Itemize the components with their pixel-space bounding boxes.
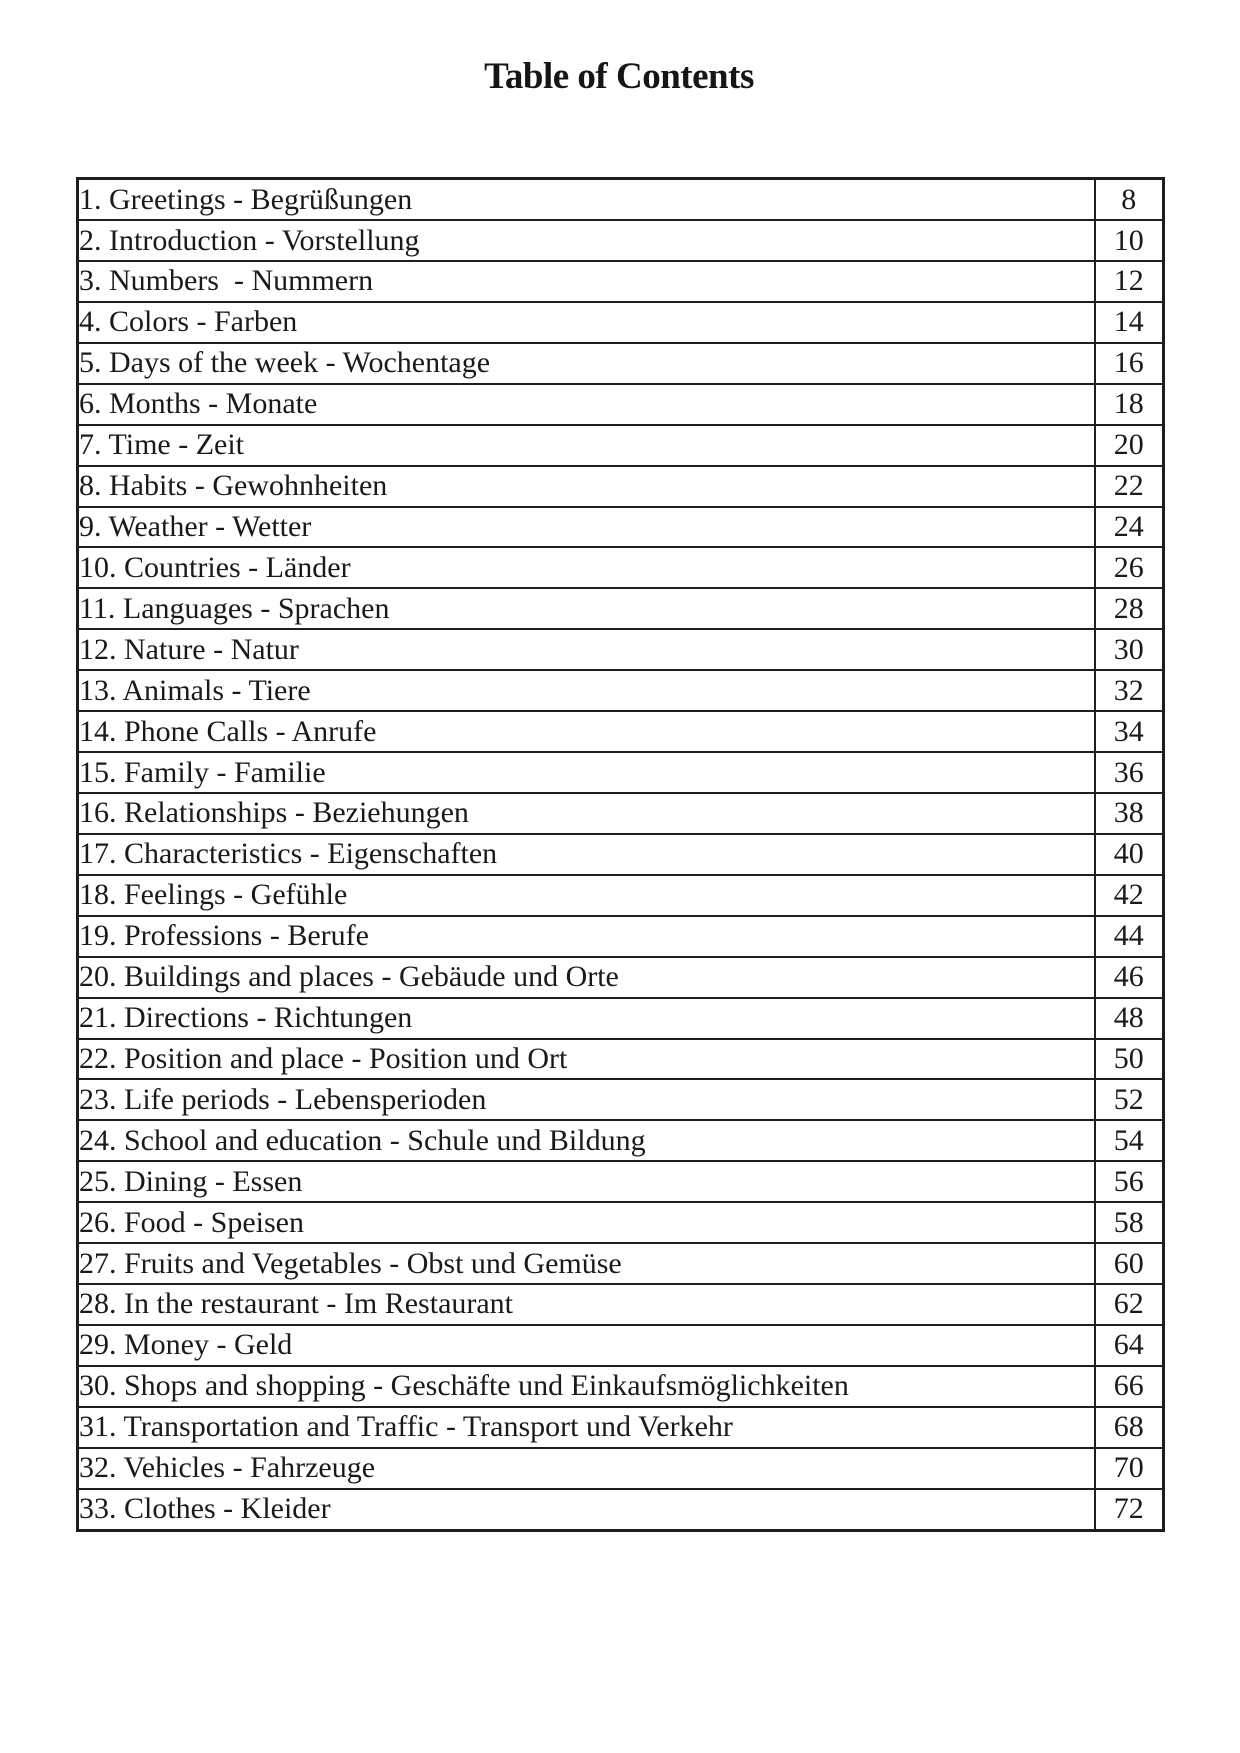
toc-entry-label: 20. Buildings and places - Gebäude und Orte	[78, 957, 1095, 998]
table-row	[78, 425, 1164, 466]
toc-entry-label: 11. Languages - Sprachen	[78, 588, 1095, 629]
table-row	[78, 507, 1164, 548]
toc-table	[76, 177, 1165, 1532]
toc-entry-page: 72	[1095, 1489, 1164, 1531]
table-row	[78, 629, 1164, 670]
toc-entry-page: 18	[1095, 384, 1164, 425]
toc-entry-page: 58	[1095, 1202, 1164, 1243]
toc-entry-label: 27. Fruits and Vegetables - Obst und Gemüse	[78, 1243, 1095, 1284]
table-row	[78, 1325, 1164, 1366]
table-row	[78, 179, 1164, 221]
toc-entry-label: 26. Food - Speisen	[78, 1202, 1095, 1243]
table-row	[78, 1284, 1164, 1325]
toc-entry-label: 8. Habits - Gewohnheiten	[78, 466, 1095, 507]
table-row	[78, 711, 1164, 752]
table-row	[78, 1079, 1164, 1120]
toc-entry-page: 20	[1095, 425, 1164, 466]
toc-entry-label: 14. Phone Calls - Anrufe	[78, 711, 1095, 752]
toc-entry-label: 10. Countries - Länder	[78, 547, 1095, 588]
toc-table-body	[78, 179, 1164, 1531]
table-row	[78, 1407, 1164, 1448]
toc-entry-label: 6. Months - Monate	[78, 384, 1095, 425]
table-row	[78, 220, 1164, 261]
table-row	[78, 547, 1164, 588]
toc-entry-page: 28	[1095, 588, 1164, 629]
table-row	[78, 957, 1164, 998]
toc-entry-page: 70	[1095, 1448, 1164, 1489]
toc-entry-page: 40	[1095, 834, 1164, 875]
toc-entry-label: 24. School and education - Schule und Bildung	[78, 1120, 1095, 1161]
toc-entry-label: 28. In the restaurant - Im Restaurant	[78, 1284, 1095, 1325]
toc-entry-page: 8	[1095, 179, 1164, 221]
table-row	[78, 834, 1164, 875]
toc-entry-page: 44	[1095, 916, 1164, 957]
toc-entry-page: 14	[1095, 302, 1164, 343]
toc-entry-label: 7. Time - Zeit	[78, 425, 1095, 466]
toc-entry-label: 31. Transportation and Traffic - Transport und Verkehr	[78, 1407, 1095, 1448]
toc-entry-page: 12	[1095, 261, 1164, 302]
toc-entry-page: 30	[1095, 629, 1164, 670]
toc-entry-label: 32. Vehicles - Fahrzeuge	[78, 1448, 1095, 1489]
toc-entry-page: 68	[1095, 1407, 1164, 1448]
table-row	[78, 302, 1164, 343]
toc-entry-page: 66	[1095, 1366, 1164, 1407]
table-row	[78, 1489, 1164, 1531]
table-row	[78, 261, 1164, 302]
toc-entry-label: 33. Clothes - Kleider	[78, 1489, 1095, 1531]
table-row	[78, 1243, 1164, 1284]
toc-entry-page: 62	[1095, 1284, 1164, 1325]
toc-entry-label: 17. Characteristics - Eigenschaften	[78, 834, 1095, 875]
toc-entry-page: 34	[1095, 711, 1164, 752]
table-row	[78, 1161, 1164, 1202]
table-row	[78, 466, 1164, 507]
toc-entry-label: 4. Colors - Farben	[78, 302, 1095, 343]
toc-entry-page: 32	[1095, 670, 1164, 711]
toc-entry-page: 22	[1095, 466, 1164, 507]
toc-entry-page: 64	[1095, 1325, 1164, 1366]
table-row	[78, 1448, 1164, 1489]
toc-entry-label: 16. Relationships - Beziehungen	[78, 793, 1095, 834]
toc-entry-page: 52	[1095, 1079, 1164, 1120]
table-row	[78, 1202, 1164, 1243]
toc-entry-label: 2. Introduction - Vorstellung	[78, 220, 1095, 261]
toc-entry-label: 22. Position and place - Position und Ort	[78, 1039, 1095, 1080]
toc-entry-page: 26	[1095, 547, 1164, 588]
table-row	[78, 343, 1164, 384]
toc-entry-label: 30. Shops and shopping - Geschäfte und Einkaufsmöglichkeiten	[78, 1366, 1095, 1407]
toc-entry-page: 60	[1095, 1243, 1164, 1284]
table-row	[78, 916, 1164, 957]
table-row	[78, 588, 1164, 629]
toc-entry-label: 5. Days of the week - Wochentage	[78, 343, 1095, 384]
table-row	[78, 1039, 1164, 1080]
toc-entry-label: 9. Weather - Wetter	[78, 507, 1095, 548]
toc-entry-label: 1. Greetings - Begrüßungen	[78, 179, 1095, 221]
toc-entry-label: 23. Life periods - Lebensperioden	[78, 1079, 1095, 1120]
toc-entry-page: 24	[1095, 507, 1164, 548]
toc-entry-page: 48	[1095, 998, 1164, 1039]
toc-entry-page: 36	[1095, 752, 1164, 793]
toc-entry-label: 12. Nature - Natur	[78, 629, 1095, 670]
toc-entry-label: 15. Family - Familie	[78, 752, 1095, 793]
toc-entry-label: 29. Money - Geld	[78, 1325, 1095, 1366]
toc-entry-page: 46	[1095, 957, 1164, 998]
table-row	[78, 1366, 1164, 1407]
table-row	[78, 752, 1164, 793]
table-row	[78, 998, 1164, 1039]
table-row	[78, 1120, 1164, 1161]
table-row	[78, 384, 1164, 425]
table-row	[78, 670, 1164, 711]
toc-entry-page: 54	[1095, 1120, 1164, 1161]
toc-entry-label: 18. Feelings - Gefühle	[78, 875, 1095, 916]
table-row	[78, 793, 1164, 834]
toc-entry-page: 50	[1095, 1039, 1164, 1080]
toc-entry-page: 38	[1095, 793, 1164, 834]
toc-entry-label: 3. Numbers - Nummern	[78, 261, 1095, 302]
toc-entry-label: 21. Directions - Richtungen	[78, 998, 1095, 1039]
toc-entry-page: 56	[1095, 1161, 1164, 1202]
toc-entry-label: 19. Professions - Berufe	[78, 916, 1095, 957]
toc-entry-label: 13. Animals - Tiere	[78, 670, 1095, 711]
toc-entry-page: 16	[1095, 343, 1164, 384]
table-row	[78, 875, 1164, 916]
page-title: Table of Contents	[484, 56, 754, 97]
toc-entry-page: 42	[1095, 875, 1164, 916]
toc-entry-page: 10	[1095, 220, 1164, 261]
toc-entry-label: 25. Dining - Essen	[78, 1161, 1095, 1202]
